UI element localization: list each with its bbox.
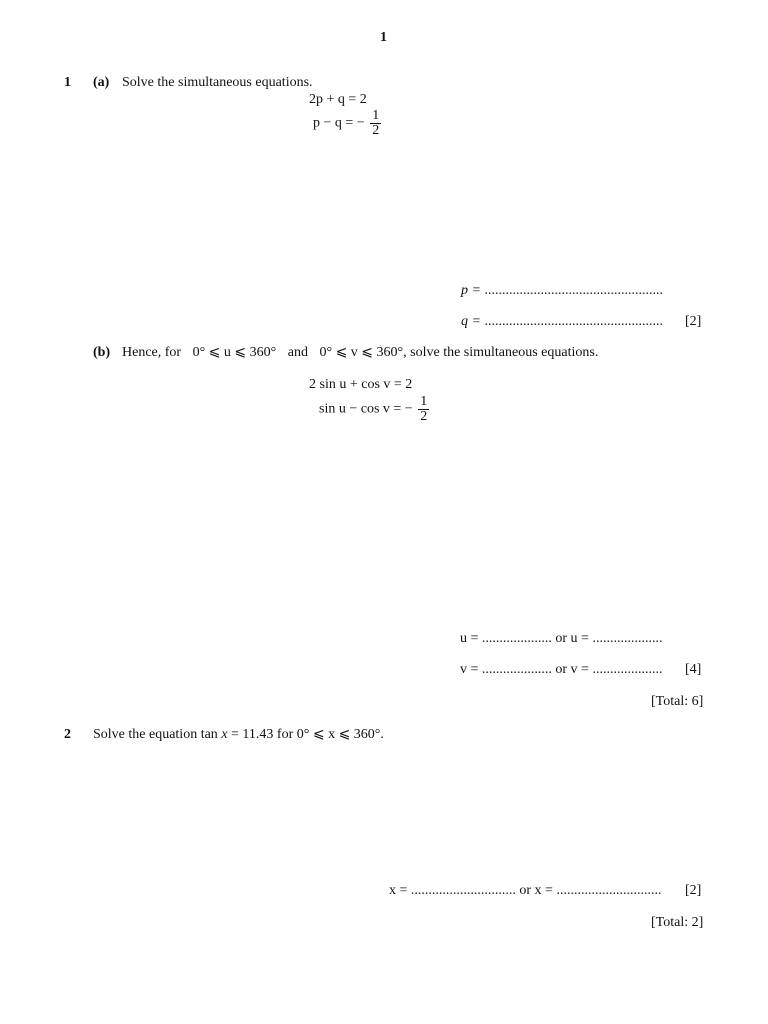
question-2-prompt-start: Solve the equation tan [93, 727, 218, 742]
question-1a-equation-2-lhs: p − q = − [313, 115, 365, 131]
question-1b-equation-2-fraction [418, 395, 429, 424]
question-1b-prompt-start: Hence, for [122, 345, 182, 360]
question-2-marks: [2] [685, 883, 702, 898]
question-1-number: 1 [64, 75, 71, 90]
answer-line-x[interactable]: x = .............................. or x = .............................. [389, 883, 662, 898]
question-1a-prompt: Solve the simultaneous equations. [122, 75, 313, 90]
question-1a-equation-1: 2p + q = 2 [309, 92, 367, 107]
fraction-denominator: 2 [420, 409, 428, 424]
answer-q-label: q = [461, 314, 481, 329]
answer-p-label: p = [461, 283, 481, 298]
fraction-denominator: 2 [372, 123, 380, 138]
question-1a-equation-2 [313, 109, 381, 138]
answer-line-v[interactable]: v = .................... or v = .................... [460, 662, 663, 677]
question-1b-label: (b) [93, 345, 111, 360]
answer-line-q[interactable] [461, 314, 663, 330]
answer-line-u[interactable]: u = .................... or u = .................... [460, 631, 663, 646]
question-1b-prompt-end: , solve the simultaneous equations. [403, 345, 599, 360]
question-1b-range-v: 0° ⩽ v ⩽ 360° [319, 345, 404, 360]
question-1b-marks: [4] [685, 662, 702, 677]
page-number: 1 [380, 30, 387, 45]
question-1b-equation-2 [319, 395, 429, 424]
question-1b-equation-1: 2 sin u + cos v = 2 [309, 377, 413, 392]
question-1b-range-u: 0° ⩽ u ⩽ 360° [192, 345, 277, 360]
question-2-number: 2 [64, 727, 71, 742]
question-2-prompt-variable: x [221, 727, 228, 742]
question-1b-prompt [122, 345, 598, 361]
fraction-numerator: 1 [372, 108, 380, 123]
question-2-range: 0° ⩽ x ⩽ 360°. [296, 727, 384, 742]
question-1b-equation-2-lhs: sin u − cos v = − [319, 401, 413, 417]
answer-p-dots: ................................................... [484, 283, 663, 298]
question-2-total: [Total: 2] [651, 915, 704, 930]
answer-q-dots: ................................................... [484, 314, 663, 329]
question-1a-equation-2-fraction [370, 109, 381, 138]
fraction-numerator: 1 [420, 394, 428, 409]
question-1a-label: (a) [93, 75, 110, 90]
question-2-prompt-mid: = 11.43 for [231, 727, 294, 742]
question-1b-prompt-and: and [287, 345, 308, 360]
question-2-prompt [93, 727, 384, 743]
question-1a-marks: [2] [685, 314, 702, 329]
answer-line-p[interactable] [461, 283, 663, 299]
question-1-total: [Total: 6] [651, 694, 704, 709]
